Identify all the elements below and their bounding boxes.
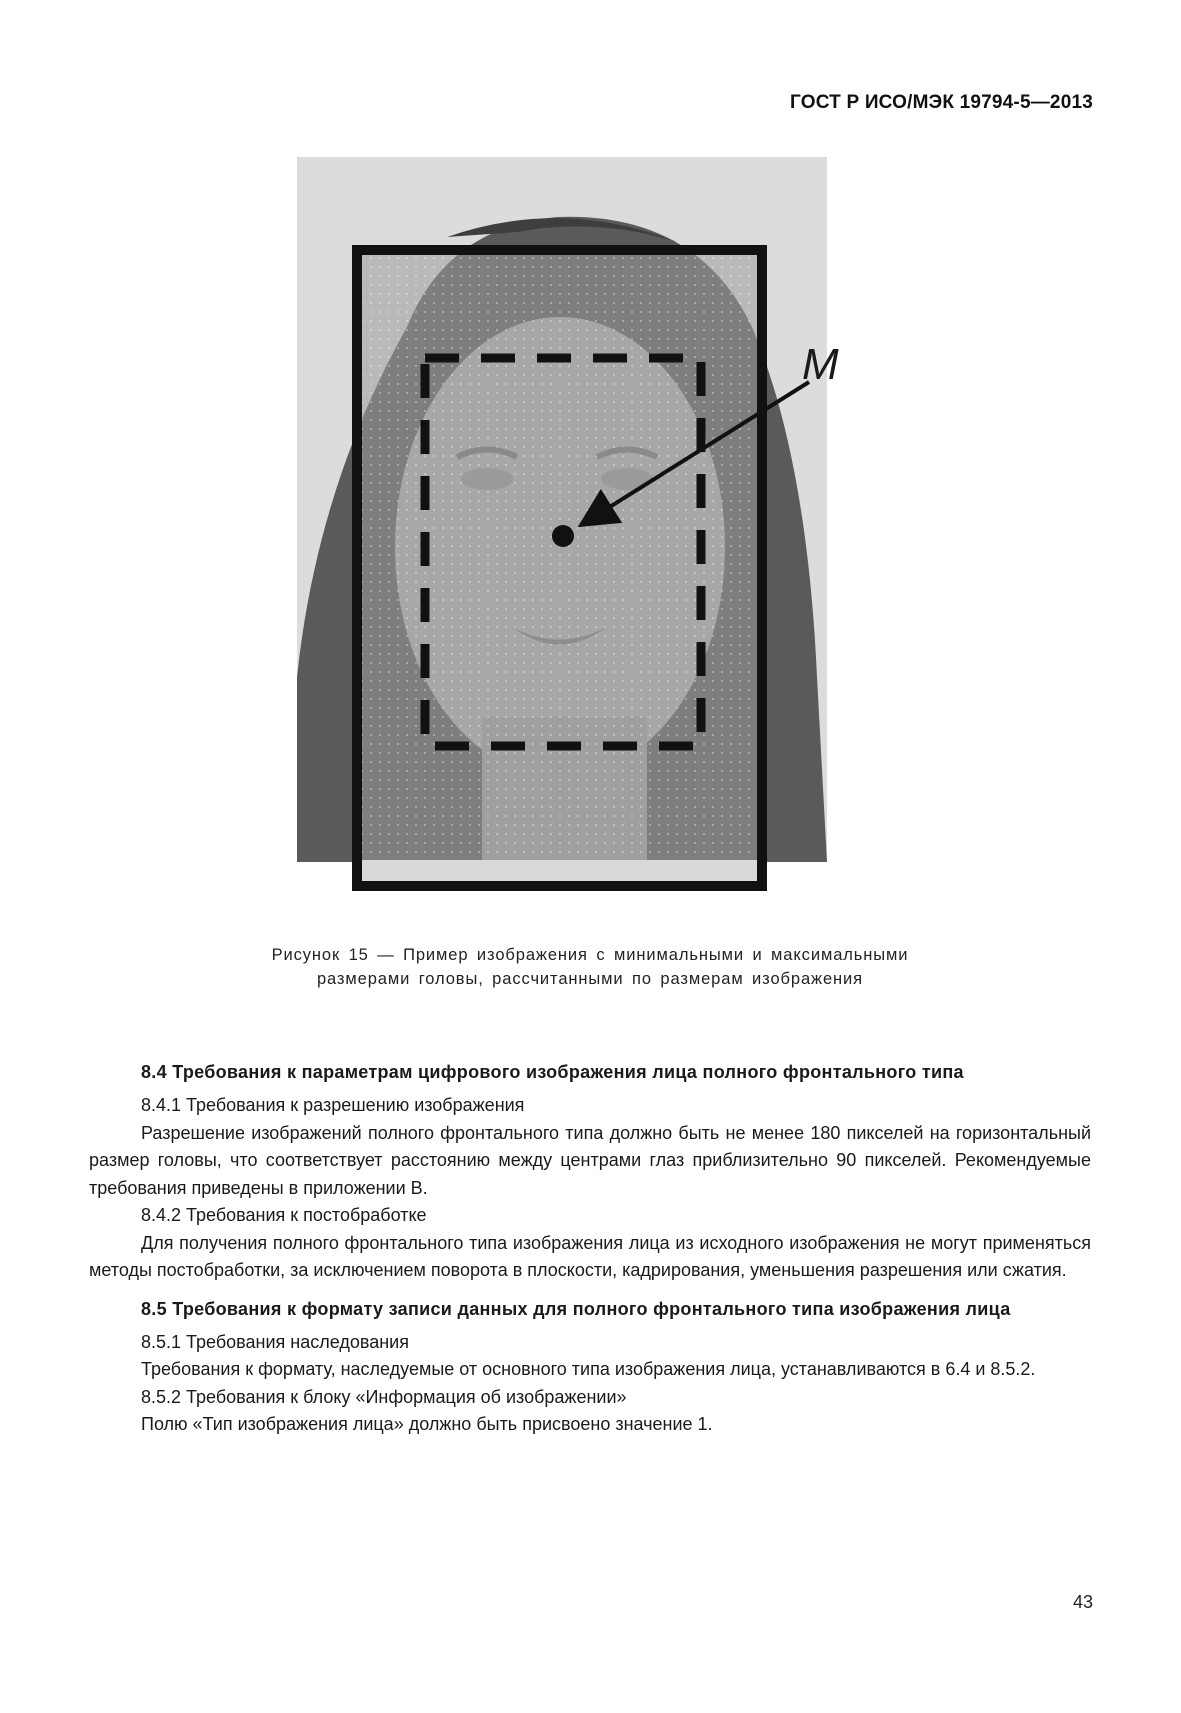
subsection-8-5-1-title: 8.5.1 Требования наследования <box>141 1331 409 1352</box>
section-8-4-heading: 8.4 Требования к параметрам цифрового изображения лица полного фронтального типа <box>141 1062 964 1082</box>
subsection-8-5-1-text: Требования к формату, наследуемые от основного типа изображения лица, устанавливаются в 6.4 и 8.5.2. <box>141 1359 1036 1379</box>
body-text <box>89 1058 1091 1439</box>
document-standard-id: ГОСТ Р ИСО/МЭК 19794-5—2013 <box>790 92 1093 113</box>
point-label-M: M <box>802 340 839 389</box>
section-8-5-heading: 8.5 Требования к формату записи данных для полного фронтального типа изображения лица <box>141 1298 1011 1319</box>
figure-caption-line-1: Рисунок 15 — Пример изображения с минимальными и максимальными <box>271 946 909 964</box>
page-number: 43 <box>1072 1592 1093 1612</box>
subsection-8-5-2-title: 8.5.2 Требования к блоку «Информация об изображении» <box>141 1386 627 1407</box>
subsection-8-4-2-text: Для получения полного фронтального типа изображения лица из исходного изображения не могут применяться методы постобработки, за исключением поворота в плоскости, кадрирования, уменьшения разрешения или сжатия. <box>89 1232 1091 1280</box>
figure-caption <box>200 943 980 991</box>
center-point-M <box>552 525 574 547</box>
figure-15 <box>297 157 839 892</box>
subsection-8-4-1-text: Разрешение изображений полного фронтального типа должно быть не менее 180 пикселей на горизонтальный размер головы, что соответствует расстоянию между центрами глаз приблизительно 90 пикселей. Рекомендуемые требования приведены в приложении В. <box>89 1122 1091 1198</box>
subsection-8-4-1-title: 8.4.1 Требования к разрешению изображения <box>141 1095 525 1115</box>
figure-15-illustration <box>297 157 839 892</box>
subsection-8-5-2-text: Полю «Тип изображения лица» должно быть присвоено значение 1. <box>141 1414 713 1434</box>
left-eye <box>461 468 513 490</box>
figure-caption-line-2: размерами головы, рассчитанными по размерам изображения <box>316 970 864 988</box>
subsection-8-4-2-title: 8.4.2 Требования к постобработке <box>141 1205 427 1225</box>
